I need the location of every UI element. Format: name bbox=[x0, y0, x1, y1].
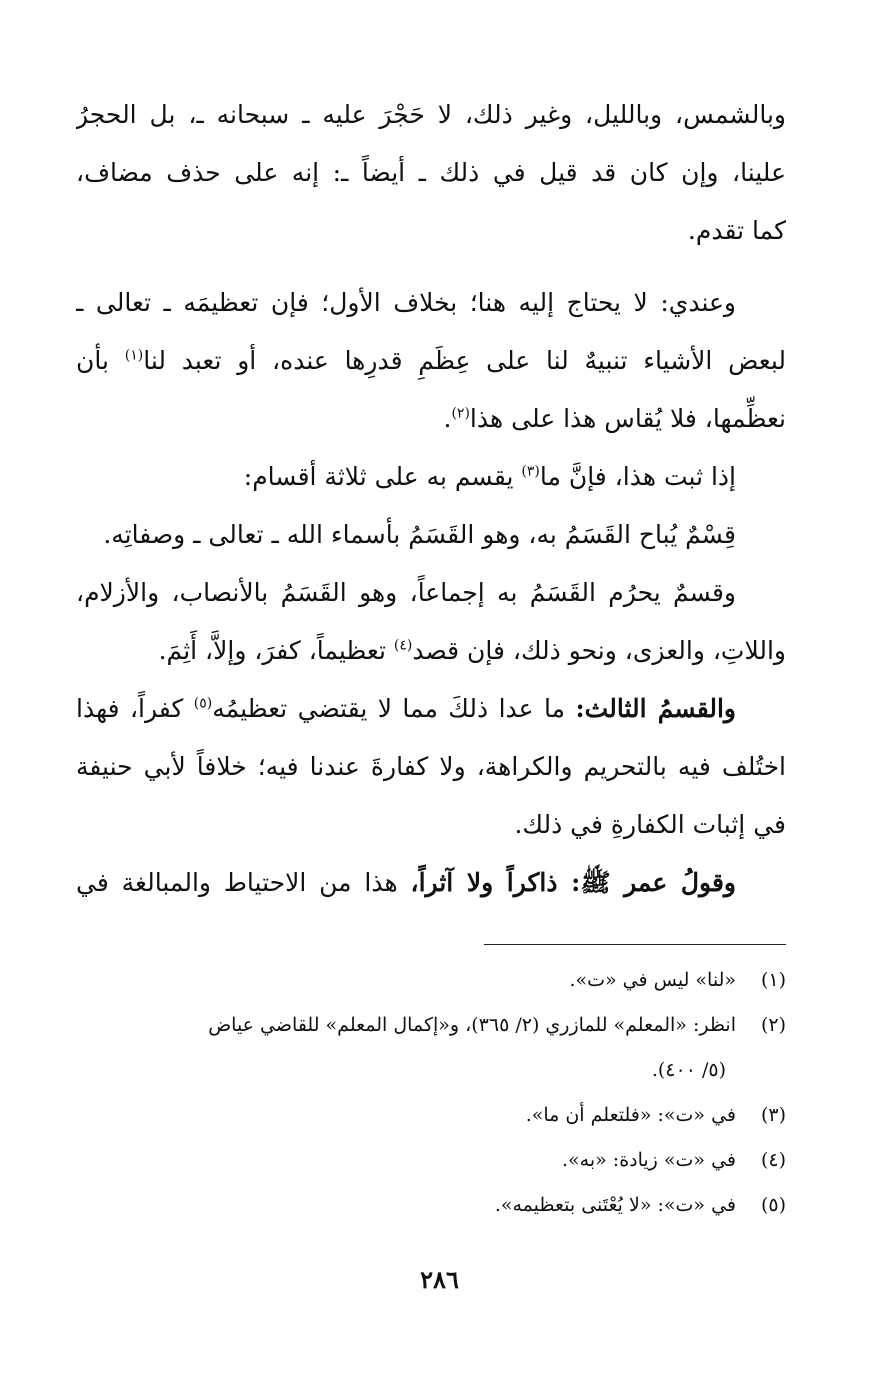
footnote-number: (٥) bbox=[760, 1194, 786, 1216]
footnote-text: في «ت»: «فلتعلم أن ما». bbox=[525, 1104, 736, 1126]
footnote-ref[interactable]: (٣) bbox=[521, 463, 540, 480]
footnote-number: (٢) bbox=[760, 1014, 786, 1036]
main-text bbox=[76, 86, 786, 912]
footnote bbox=[76, 1138, 786, 1183]
footnotes bbox=[76, 958, 786, 1228]
text-line: قِسْمٌ يُباح القَسَمُ به، وهو القَسَمُ بأسماء الله ـ تعالى ـ وصفاتِه. bbox=[103, 520, 736, 549]
text-line bbox=[76, 680, 786, 738]
footnote-text: «لنا» ليس في «ت». bbox=[569, 969, 736, 991]
footnote-text: في «ت»: «لا يُعْتَنى بتعظيمه». bbox=[494, 1194, 736, 1216]
text-run: نعظِّمها، فلا يُقاس هذا على هذا bbox=[469, 404, 786, 433]
footnote-separator bbox=[484, 944, 786, 945]
text-line: وعندي: لا يحتاج إليه هنا؛ بخلاف الأول؛ فإن تعظيمَه ـ تعالى ـ bbox=[76, 288, 736, 317]
text-run: إذا ثبت هذا، فإنَّ ما bbox=[539, 462, 736, 491]
text-run: بأن bbox=[76, 346, 109, 375]
text-line: علينا، وإن كان قد قيل في ذلك ـ أيضاً ـ: إنه على حذف مضاف، bbox=[76, 158, 786, 187]
text-line: وقسمٌ يحرُم القَسَمُ به إجماعاً، وهو القَسَمُ بالأنصاب، والأزلام، bbox=[76, 578, 736, 607]
section-lead: والقسمُ الثالث: bbox=[575, 694, 736, 723]
text-line bbox=[76, 448, 786, 506]
text-line bbox=[76, 854, 786, 912]
footnote-ref[interactable]: (٤) bbox=[393, 637, 413, 654]
text-line bbox=[76, 390, 786, 448]
text-run: . bbox=[443, 404, 452, 433]
footnote-ref[interactable]: (٢) bbox=[451, 405, 470, 422]
text-run: كفراً، فهذا bbox=[76, 694, 184, 723]
text-run: واللاتِ، والعزى، ونحو ذلك، فإن قصد bbox=[412, 636, 786, 665]
footnote bbox=[76, 1003, 786, 1048]
text-run: تعظيماً، كفرَ، وإلاَّ، أَثِمَ. bbox=[158, 636, 386, 665]
text-run: يقسم به على ثلاثة أقسام: bbox=[243, 462, 514, 491]
footnote bbox=[76, 1183, 786, 1228]
text-run: ما عدا ذلكَ مما لا يقتضي تعظيمُه bbox=[212, 694, 565, 723]
footnote-ref[interactable]: (٥) bbox=[193, 695, 213, 712]
text-line bbox=[76, 332, 786, 390]
text-line bbox=[76, 622, 786, 680]
footnote-number: (٤) bbox=[760, 1149, 786, 1171]
section-lead: وقولُ عمر ﷺ: ذاكراً ولا آثراً، bbox=[410, 868, 736, 897]
footnote-number: (١) bbox=[760, 969, 786, 991]
text-run: هذا من الاحتياط والمبالغة في bbox=[76, 868, 398, 897]
text-line: كما تقدم. bbox=[687, 216, 786, 245]
text-line: وبالشمس، وبالليل، وغير ذلك، لا حَجْرَ عليه ـ سبحانه ـ، بل الحجرُ bbox=[76, 100, 786, 129]
text-line: اختُلف فيه بالتحريم والكراهة، ولا كفارةَ عندنا فيه؛ خلافاً لأبي حنيفة bbox=[76, 752, 786, 781]
text-line: في إثبات الكفارةِ في ذلك. bbox=[514, 810, 786, 839]
footnote bbox=[76, 1093, 786, 1138]
footnote-continuation: (٥/ ٤٠٠). bbox=[651, 1059, 726, 1081]
footnote-ref[interactable]: (١) bbox=[124, 347, 144, 364]
footnote bbox=[76, 958, 786, 1003]
footnote-text: انظر: «المعلم» للمازري (٢/ ٣٦٥)، و«إكمال المعلم» للقاضي عياض bbox=[208, 1014, 736, 1036]
page-number: ٢٨٦ bbox=[420, 1265, 459, 1294]
footnote-number: (٣) bbox=[760, 1104, 786, 1126]
text-run: لبعض الأشياء تنبيهٌ لنا على عِظَمِ قدرِها عنده، أو تعبد لنا bbox=[143, 346, 786, 375]
footnote-text: في «ت» زيادة: «به». bbox=[561, 1149, 736, 1171]
